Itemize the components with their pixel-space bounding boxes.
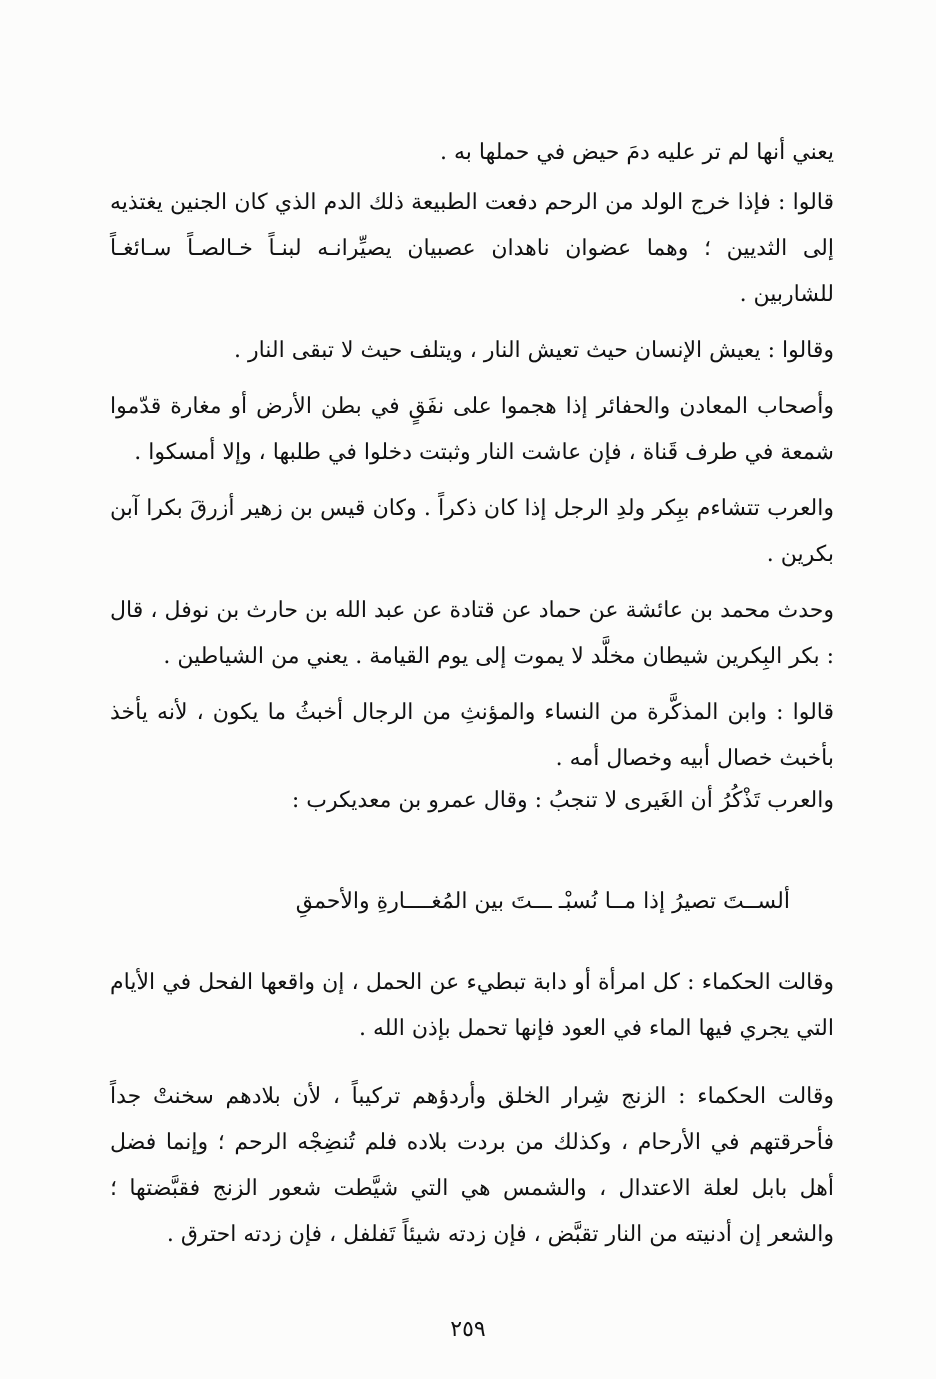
paragraph-3: وقالوا : يعيش الإنسان حيث تعيش النار ، ويتلف حيث لا تبقى النار .	[233, 338, 834, 363]
text-column-top	[110, 130, 834, 824]
paragraph-1: يعني أنها لم تر عليه دمَ حيض في حملها به .	[440, 140, 834, 165]
paragraph-10: وقالت الحكماء : الزنج شِرار الخلق وأردؤهم تركيباً ، لأن بلادهم سخنتْ جداً فأحرقتهم في الأرحام ، وكذلك من بردت بلاده فلم تُنضِجْه الرحم ؛ وإنما فضل أهل بابل لعلة الاعتدال ، والشمس هي التي شيَّطت شعور الزنج فقبَّضتها ؛ والشعر إن أدنيته من النار تقبَّض ، فإن زدته شيئاً تَفلفل ، فإن زدته احترق .	[110, 1084, 834, 1247]
paragraph-7: قالوا : وابن المذكَّرة من النساء والمؤنثِ من الرجال أخبثُ ما يكون ، لأنه يأخذ بأخبث خصال أبيه وخصال أمه .	[110, 700, 834, 771]
paragraph-9: وقالت الحكماء : كل امرأة أو دابة تبطيء عن الحمل ، إن واقعها الفحل في الأيام التي يجري فيها الماء في العود فإنها تحمل بإذن الله .	[110, 970, 834, 1041]
paragraph-2: قالوا : فإذا خرج الولد من الرحم دفعت الطبيعة ذلك الدم الذي كان الجنين يغتذيه إلى الثديين ؛ وهما عضوان ناهدان عصبيان يصيِّرانـه لبنـاً خـالصـاً سـائغـاً للشاربين .	[110, 190, 835, 307]
poetry-verse: ألســتَ تصيرُ إذا مــا نُسبْـ ـــتَ بين المُغــــارةِ والأحمقِ	[295, 889, 790, 914]
paragraph-6: وحدث محمد بن عائشة عن حماد عن قتادة عن عبد الله بن حارث بن نوفل ، قال : بكر البِكرين شيطان مخلَّد لا يموت إلى يوم القيامة . يعني من الشياطين .	[110, 598, 834, 669]
page-number: ٢٥٩	[450, 1317, 486, 1342]
paragraph-8: والعرب تَذْكُرُ أن الغَيرى لا تنجبُ : وقال عمرو بن معديكرب :	[291, 788, 834, 813]
paragraph-4: وأصحاب المعادن والحفائر إذا هجموا على نفَقٍ في بطن الأرض أو مغارة قدّموا شمعة في طرف قَناة ، فإن عاشت النار وثبتت دخلوا في طلبها ، وإلا أمسكوا .	[110, 394, 834, 465]
paragraph-5: والعرب تتشاءم ببِكر ولدِ الرجل إذا كان ذكراً . وكان قيس بن زهير أزرقَ بكرا آبن بكرين .	[110, 496, 834, 567]
text-column-bottom	[110, 960, 834, 1258]
